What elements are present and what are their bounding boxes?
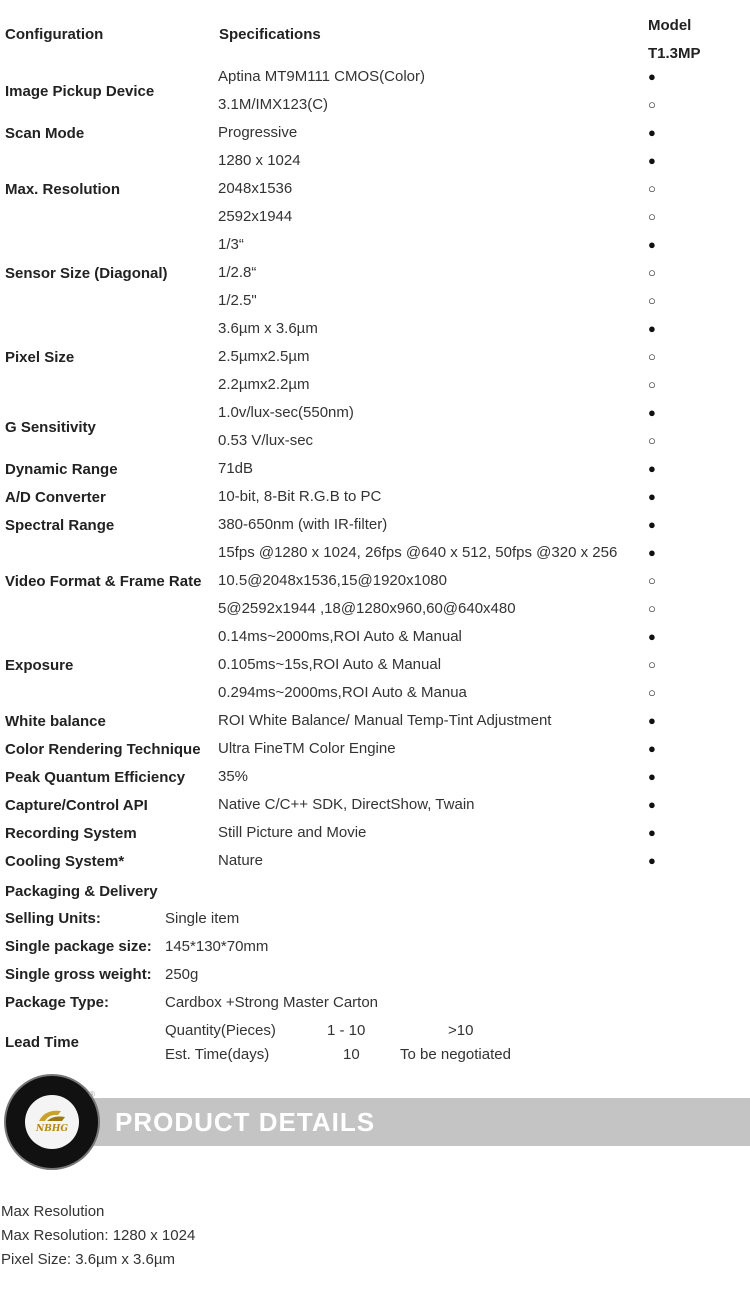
pkg-row-selling-units [0,905,750,933]
config-label: G Sensitivity [5,418,96,436]
filled-circle-icon: ● [648,321,656,336]
spec-group [0,483,750,511]
empty-circle-icon: ○ [648,265,656,280]
spec-value: Ultra FineTM Color Engine [218,740,396,757]
spec-value: 380-650nm (with IR-filter) [218,516,388,533]
lead-time-2: To be negotiated [400,1046,511,1063]
spec-row [218,175,750,203]
empty-circle-icon: ○ [648,293,656,308]
spec-row [218,763,750,791]
empty-circle-icon: ○ [648,601,656,616]
spec-value: 71dB [218,460,254,477]
spec-options [218,763,750,791]
filled-circle-icon: ● [648,741,656,756]
spec-value: 3.1M/IMX123(C) [218,96,329,113]
spec-value: Aptina MT9M111 CMOS(Color) [218,68,425,85]
spec-value: 1/2.8“ [218,264,257,281]
config-label: Pixel Size [5,348,75,366]
filled-circle-icon: ● [648,461,656,476]
details-line: Pixel Size: 3.6µm x 3.6µm [1,1251,176,1268]
spec-value: 2.5µmx2.5µm [218,348,310,365]
filled-circle-icon: ● [648,405,656,420]
config-label: Exposure [5,656,74,674]
spec-row [218,119,750,147]
spec-value: 10.5@2048x1536,15@1920x1080 [218,572,447,589]
config-label: Spectral Range [5,516,115,534]
spec-row [218,623,750,651]
spec-value: 35% [218,768,249,785]
spec-row [218,147,750,175]
spec-group [0,315,750,399]
logo-registered: ® [89,1090,95,1099]
config-label: Scan Mode [5,124,85,142]
pkg-label: Selling Units: [5,910,101,927]
spec-options [218,847,750,875]
pkg-label: Single package size: [5,938,152,955]
spec-group [0,763,750,791]
spec-value: Nature [218,852,264,869]
empty-circle-icon: ○ [648,181,656,196]
config-label: Peak Quantum Efficiency [5,768,186,786]
pkg-row-package-type [0,989,750,1017]
pkg-label: Single gross weight: [5,966,152,983]
spec-options [218,119,750,147]
spec-value: 0.294ms~2000ms,ROI Auto & Manua [218,684,467,701]
spec-options [218,819,750,847]
config-label: Image Pickup Device [5,82,155,100]
spec-group [0,539,750,623]
spec-value: ROI White Balance/ Manual Temp-Tint Adjustment [218,712,552,729]
spec-row [218,287,750,315]
empty-circle-icon: ○ [648,573,656,588]
config-label: Recording System [5,824,137,842]
filled-circle-icon: ● [648,629,656,644]
spec-row [218,343,750,371]
spec-options [218,455,750,483]
pkg-row-package-size [0,933,750,961]
details-line: Max Resolution [1,1203,105,1220]
spec-value: 15fps @1280 x 1024, 26fps @640 x 512, 50fps @320 x 256 [218,544,618,561]
spec-value: Still Picture and Movie [218,824,367,841]
spec-options [218,315,750,399]
pkg-row-gross-weight [0,961,750,989]
spec-row [218,483,750,511]
empty-circle-icon: ○ [648,377,656,392]
spec-row [218,91,750,119]
spec-group [0,119,750,147]
spec-value: 0.53 V/lux-sec [218,432,314,449]
filled-circle-icon: ● [648,797,656,812]
spec-value: 1/3“ [218,236,244,253]
config-label: Color Rendering Technique [5,740,201,758]
banner-title: PRODUCT DETAILS [115,1107,376,1137]
pkg-value: Cardbox +Strong Master Carton [165,994,379,1011]
lead-quantity-2: >10 [448,1022,474,1039]
spec-row [218,231,750,259]
filled-circle-icon: ● [648,853,656,868]
spec-row [218,371,750,399]
spec-group [0,455,750,483]
spec-options [218,399,750,455]
config-label: Dynamic Range [5,460,118,478]
pkg-value: Single item [165,910,240,927]
model-label: Model [648,17,692,34]
spec-value: 2048x1536 [218,180,293,197]
filled-circle-icon: ● [648,153,656,168]
spec-group [0,511,750,539]
packaging-title: Packaging & Delivery [5,883,158,900]
spec-row [218,63,750,91]
filled-circle-icon: ● [648,69,656,84]
configuration-header: Configuration [5,26,104,43]
spec-row [218,651,750,679]
logo-inner [25,1095,79,1149]
spec-row [218,707,750,735]
spec-row [218,315,750,343]
spec-value: 2.2µmx2.2µm [218,376,310,393]
filled-circle-icon: ● [648,125,656,140]
filled-circle-icon: ● [648,489,656,504]
brand-logo [6,1076,98,1168]
spec-group [0,707,750,735]
spec-options [218,735,750,763]
table-header [0,0,750,63]
spec-value: 1/2.5" [218,292,257,309]
spec-options [218,511,750,539]
details-line: Max Resolution: 1280 x 1024 [1,1227,196,1244]
empty-circle-icon: ○ [648,685,656,700]
spec-row [218,847,750,875]
spec-row [218,203,750,231]
spec-group [0,735,750,763]
spec-value: 5@2592x1944 ,18@1280x960,60@640x480 [218,600,516,617]
empty-circle-icon: ○ [648,349,656,364]
logo-text: NBHG [35,1124,69,1134]
spec-value: 0.105ms~15s,ROI Auto & Manual [218,656,442,673]
lead-time-label: Lead Time [5,1034,79,1051]
spec-options [218,63,750,119]
filled-circle-icon: ● [648,517,656,532]
spec-row [218,511,750,539]
spec-options [218,623,750,707]
spec-row [218,679,750,707]
model-header [648,12,701,68]
specifications-header: Specifications [219,26,321,43]
filled-circle-icon: ● [648,237,656,252]
spec-options [218,147,750,231]
config-label: Sensor Size (Diagonal) [5,264,168,282]
spec-group [0,791,750,819]
product-details-banner [0,1074,750,1169]
spec-row [218,399,750,427]
spec-value: 1.0v/lux-sec(550nm) [218,404,354,421]
spec-group [0,231,750,315]
spec-value: Native C/C++ SDK, DirectShow, Twain [218,796,475,813]
spec-row [218,791,750,819]
spec-row [218,539,750,567]
spec-options [218,231,750,315]
spec-groups [0,63,750,875]
spec-row [218,259,750,287]
lead-quantity-1: 1 - 10 [327,1022,366,1039]
filled-circle-icon: ● [648,713,656,728]
pkg-value: 250g [165,966,199,983]
spec-options [218,707,750,735]
spec-value: 3.6µm x 3.6µm [218,320,318,337]
spec-group [0,623,750,707]
spec-group [0,399,750,455]
lead-time-1: 10 [343,1046,360,1063]
spec-row [218,567,750,595]
config-label: White balance [5,712,106,730]
spec-row [218,427,750,455]
config-label: Max. Resolution [5,180,121,198]
config-label: A/D Converter [5,488,106,506]
pkg-label: Package Type: [5,994,109,1011]
spec-options [218,791,750,819]
spec-value: Progressive [218,124,298,141]
spec-group [0,847,750,875]
filled-circle-icon: ● [648,825,656,840]
model-name: T1.3MP [648,45,701,62]
spec-row [218,735,750,763]
empty-circle-icon: ○ [648,657,656,672]
empty-circle-icon: ○ [648,97,656,112]
spec-value: 0.14ms~2000ms,ROI Auto & Manual [218,628,462,645]
empty-circle-icon: ○ [648,433,656,448]
spec-value: 1280 x 1024 [218,152,301,169]
spec-row [218,819,750,847]
spec-row [218,595,750,623]
spec-group [0,147,750,231]
lead-time-days-label: Est. Time(days) [165,1046,270,1063]
config-label: Capture/Control API [5,796,148,814]
spec-value: 10-bit, 8-Bit R.G.B to PC [218,488,382,505]
spec-value: 2592x1944 [218,208,293,225]
spec-options [218,483,750,511]
filled-circle-icon: ● [648,769,656,784]
config-label: Cooling System* [5,852,125,870]
lead-quantity-label: Quantity(Pieces) [165,1022,276,1039]
spec-group [0,819,750,847]
filled-circle-icon: ● [648,545,656,560]
pkg-value: 145*130*70mm [165,938,269,955]
spec-row [218,455,750,483]
config-label: Video Format & Frame Rate [5,572,202,590]
empty-circle-icon: ○ [648,209,656,224]
product-details-text [1,1200,195,1272]
spec-group [0,63,750,119]
spec-options [218,539,750,623]
logo-mark-icon [25,1095,79,1149]
